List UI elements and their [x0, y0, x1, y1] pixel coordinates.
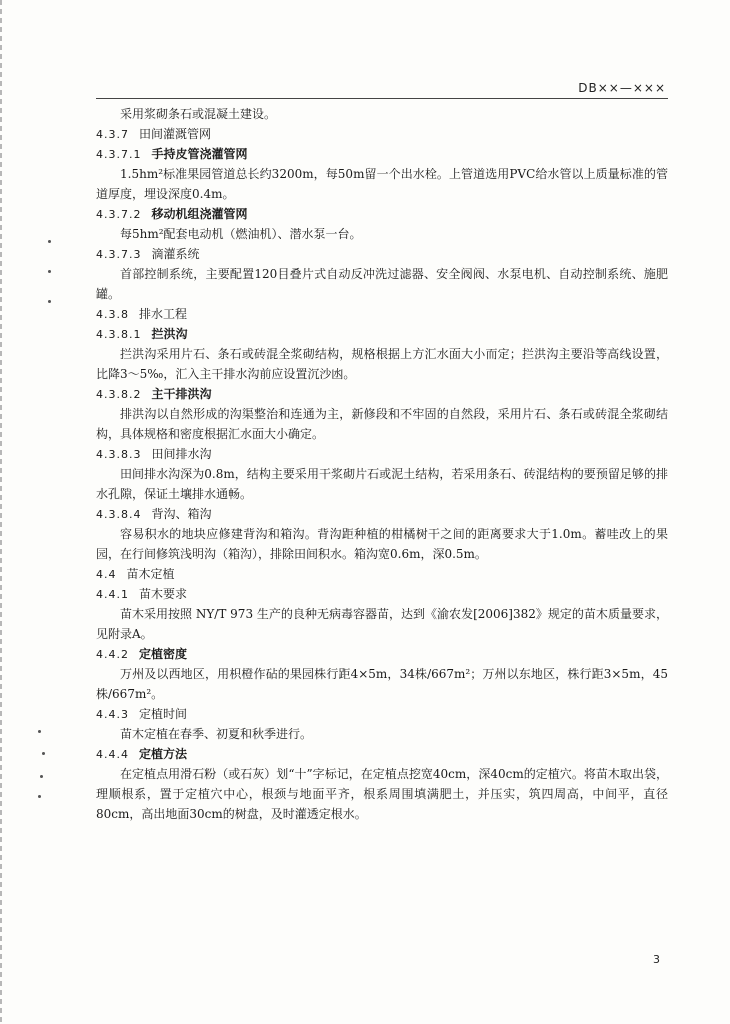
body-paragraph: 首部控制系统，主要配置120目叠片式自动反冲洗过滤器、安全阀阀、水泵电机、自动控制系统、施肥罐。: [96, 267, 668, 301]
body-paragraph: 排洪沟以自然形成的沟渠整治和连通为主，新修段和不牢固的自然段，采用片石、条石或砖混全浆砌结构，具体规格和密度根据汇水面大小确定。: [96, 407, 668, 441]
section-number: 4.4.1: [96, 588, 129, 601]
binding-hole-mark: [48, 240, 51, 243]
body-paragraph: 拦洪沟采用片石、条石或砖混全浆砌结构，规格根据上方汇水面大小而定；拦洪沟主要沿等高线设置，比降3～5‰，汇入主干排水沟前应设置沉沙凼。: [96, 347, 668, 381]
body-paragraph: 田间排水沟深为0.8m，结构主要采用干浆砌片石或泥土结构，若采用条石、砖混结构的要预留足够的排水孔隙，保证土壤排水通畅。: [96, 467, 668, 501]
page-number: 3: [653, 953, 660, 966]
section-heading: [96, 744, 668, 764]
header-divider: [96, 98, 668, 99]
section-title: 苗木要求: [139, 587, 188, 601]
body-paragraph: 1.5hm²标准果园管道总长约3200m，每50m留一个出水栓。上管道选用PVC给水管以上质量标准的管道厚度，埋设深度0.4m。: [96, 167, 668, 201]
section-number: 4.4.3: [96, 708, 129, 721]
section-title: 定植时间: [139, 707, 188, 721]
section-heading: [96, 144, 668, 164]
section-heading: [96, 124, 668, 144]
document-body: [96, 104, 668, 824]
section-title: 田间排水沟: [151, 447, 212, 461]
binding-hole-mark: [48, 270, 51, 273]
section-number: 4.3.7.1: [96, 148, 142, 161]
body-paragraph: 在定植点用滑石粉（或石灰）划“十”字标记，在定植点挖宽40cm，深40cm的定植穴。将苗木取出袋，理顺根系，置于定植穴中心，根颈与地面平齐，根系周围填满肥土，并压实，筑四周高，中间平，直径80cm，高出地面30cm的树盘，及时灌透定根水。: [96, 767, 668, 821]
continuation-text: 采用浆砌条石或混凝土建设。: [120, 107, 277, 121]
section-heading: [96, 204, 668, 224]
body-paragraph: 苗木定植在春季、初夏和秋季进行。: [120, 727, 313, 741]
body-paragraph: 每5hm²配套电动机（燃油机）、潜水泵一台。: [120, 227, 362, 241]
binding-hole-mark: [48, 300, 51, 303]
section-title: 定植密度: [139, 647, 188, 661]
section-title: 排水工程: [139, 307, 188, 321]
section-heading: [96, 244, 668, 264]
document-code: DB××—×××: [578, 81, 666, 95]
section-number: 4.4.2: [96, 648, 129, 661]
binding-hole-mark: [38, 730, 41, 733]
body-paragraph: 苗木采用按照 NY/T 973 生产的良种无病毒容器苗，达到《渝农发[2006]382》规定的苗木质量要求，见附录A。: [96, 607, 668, 641]
section-heading: [96, 304, 668, 324]
section-heading: [96, 564, 668, 584]
section-heading: [96, 704, 668, 724]
section-number: 4.3.8.3: [96, 448, 142, 461]
section-title: 背沟、箱沟: [151, 507, 212, 521]
section-heading: [96, 324, 668, 344]
section-number: 4.3.8.4: [96, 508, 142, 521]
body-paragraph: 万州及以西地区，用枳橙作砧的果园株行距4×5m，34株/667m²；万州以东地区，株行距3×5m，45株/667m²。: [96, 667, 668, 701]
section-heading: [96, 584, 668, 604]
section-title: 拦洪沟: [151, 327, 188, 341]
section-number: 4.3.8.1: [96, 328, 142, 341]
section-heading: [96, 504, 668, 524]
scan-edge-shadow: [0, 0, 2, 1024]
section-title: 移动机组浇灌管网: [151, 207, 248, 221]
section-number: 4.3.7: [96, 128, 129, 141]
section-title: 苗木定植: [126, 567, 175, 581]
body-paragraph: 容易积水的地块应修建背沟和箱沟。背沟距种植的柑橘树干之间的距离要求大于1.0m。蓄哇改上的果园，在行间修筑浅明沟（箱沟），排除田间积水。箱沟宽0.6m，深0.5m。: [96, 527, 668, 561]
section-title: 主干排洪沟: [151, 387, 212, 401]
section-title: 手持皮管浇灌管网: [151, 147, 248, 161]
binding-hole-mark: [38, 795, 41, 798]
section-heading: [96, 644, 668, 664]
binding-hole-mark: [42, 752, 45, 755]
section-number: 4.3.7.3: [96, 248, 142, 261]
section-number: 4.3.8: [96, 308, 129, 321]
section-title: 滴灌系统: [151, 247, 200, 261]
section-title: 田间灌溉管网: [139, 127, 212, 141]
section-number: 4.4.4: [96, 748, 129, 761]
section-title: 定植方法: [139, 747, 188, 761]
section-heading: [96, 384, 668, 404]
section-number: 4.3.8.2: [96, 388, 142, 401]
section-number: 4.3.7.2: [96, 208, 142, 221]
binding-hole-mark: [40, 775, 43, 778]
section-number: 4.4: [96, 568, 117, 581]
section-heading: [96, 444, 668, 464]
